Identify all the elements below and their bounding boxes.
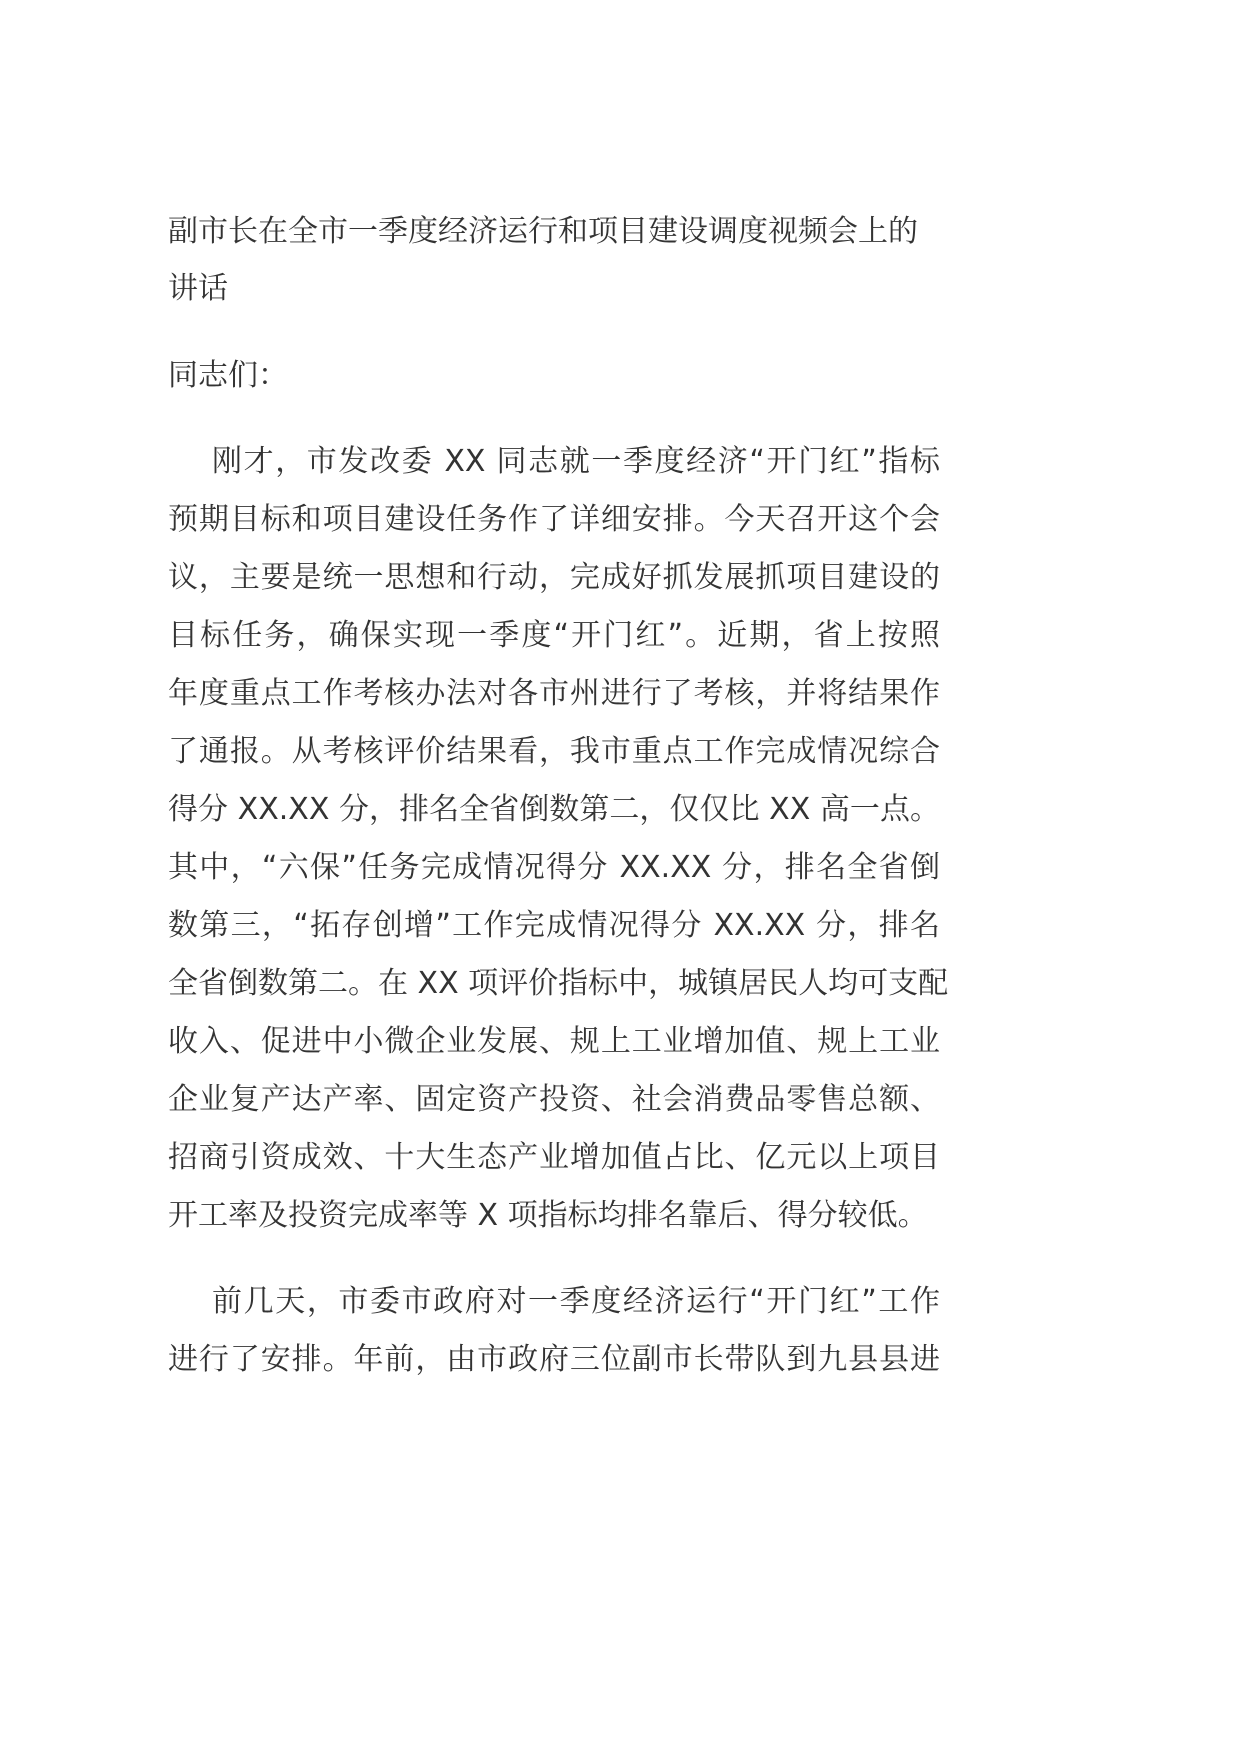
paragraph-line: 招商引资成效、十大生态产业增加值占比、亿元以上项目: [168, 1140, 940, 1175]
paragraph-line: 得分 XX.XX 分，排名全省倒数第二，仅仅比 XX 高一点。: [168, 792, 940, 827]
paragraph-line: 前几天，市委市政府对一季度经济运行“开门红”工作: [212, 1284, 940, 1319]
paragraph-line: 全省倒数第二。在 XX 项评价指标中，城镇居民人均可支配: [168, 966, 949, 1001]
document-title-line-2: 讲话: [168, 271, 228, 306]
paragraph-line: 其中，“六保”任务完成情况得分 XX.XX 分，排名全省倒: [168, 850, 940, 885]
document-title-line-1: 副市长在全市一季度经济运行和项目建设调度视频会上的: [168, 214, 918, 249]
paragraph-line: 企业复产达产率、固定资产投资、社会消费品零售总额、: [168, 1082, 940, 1117]
paragraph-line: 目标任务，确保实现一季度“开门红”。近期，省上按照: [168, 618, 940, 653]
paragraph-line: 年度重点工作考核办法对各市州进行了考核，并将结果作: [168, 676, 940, 711]
paragraph-line: 了通报。从考核评价结果看，我市重点工作完成情况综合: [168, 734, 940, 769]
paragraph-line: 议，主要是统一思想和行动，完成好抓发展抓项目建设的: [168, 560, 940, 595]
paragraph-line: 进行了安排。年前，由市政府三位副市长带队到九县县进: [168, 1342, 940, 1377]
salutation: 同志们：: [168, 358, 288, 393]
paragraph-line: 收入、促进中小微企业发展、规上工业增加值、规上工业: [168, 1024, 940, 1059]
paragraph-line: 预期目标和项目建设任务作了详细安排。今天召开这个会: [168, 502, 940, 537]
paragraph-line: 开工率及投资完成率等 X 项指标均排名靠后、得分较低。: [168, 1198, 928, 1233]
paragraph-line: 刚才，市发改委 XX 同志就一季度经济“开门红”指标: [212, 444, 940, 479]
paragraph-line: 数第三，“拓存创增”工作完成情况得分 XX.XX 分，排名: [168, 908, 940, 943]
